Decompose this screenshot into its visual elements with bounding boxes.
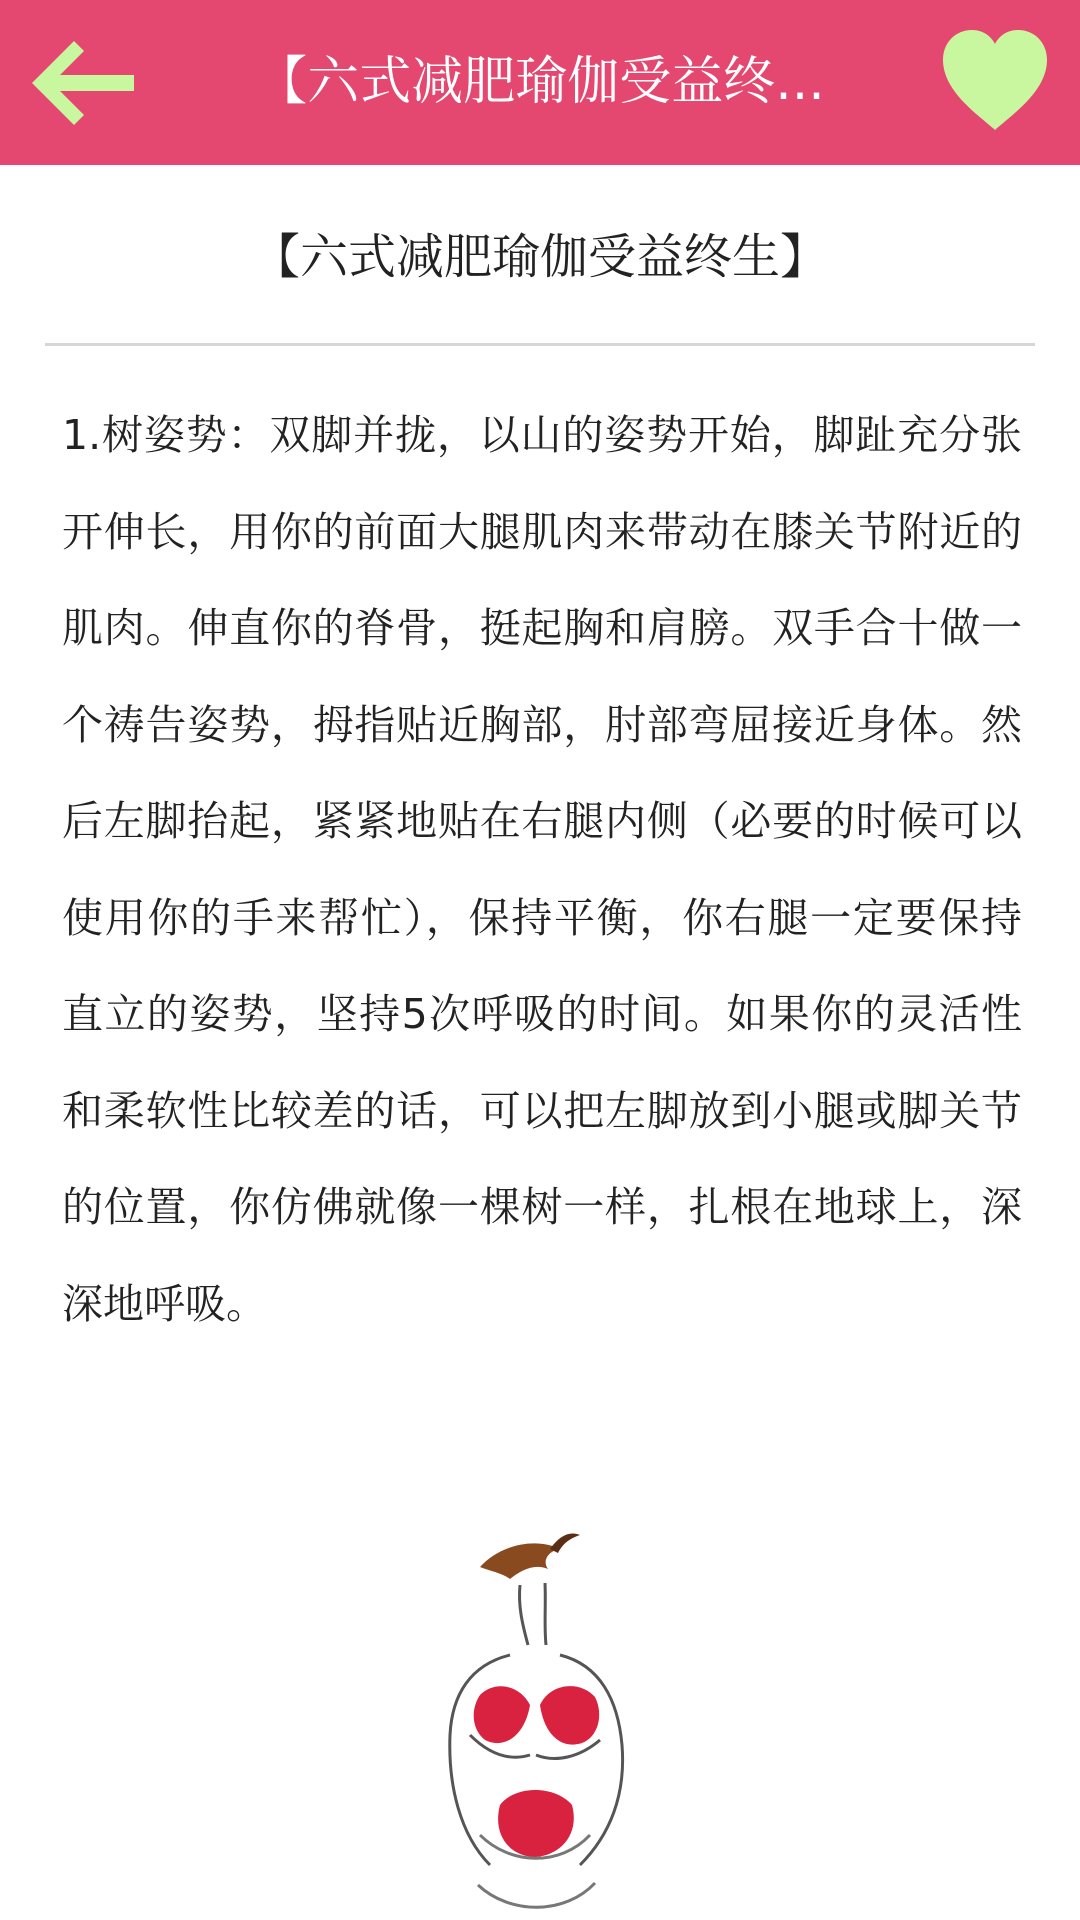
back-button[interactable] — [22, 28, 142, 138]
app-bar-title: 【六式减肥瑜伽受益终... — [255, 52, 825, 112]
heart-icon — [935, 22, 1055, 142]
favorite-button[interactable] — [935, 22, 1055, 142]
article-paragraph: 1.树姿势：双脚并拢，以山的姿势开始，脚趾充分张开伸长，用你的前面大腿肌肉来带动在膝关节附近的肌肉。伸直你的脊骨，挺起胸和肩膀。双手合十做一个祷告姿势，拇指贴近胸部，肘部弯屈接近身体。然后左脚抬起，紧紧地贴在右腿内侧（必要的时候可以使用你的手来帮忙），保持平衡，你右腿一定要保持直立的姿势，坚持5次呼吸的时间。如果你的灵活性和柔软性比较差的话，可以把左脚放到小腿或脚关节的位置，你仿佛就像一棵树一样，扎根在地球上，深深地呼吸。 — [62, 411, 1022, 1328]
yoga-illustration — [360, 1505, 680, 1920]
title-divider — [45, 343, 1035, 346]
article-content[interactable] — [0, 165, 1080, 1920]
top-app-bar — [0, 0, 1080, 165]
article-title: 【六式减肥瑜伽受益终生】 — [251, 229, 828, 285]
arrow-left-icon — [22, 28, 142, 138]
